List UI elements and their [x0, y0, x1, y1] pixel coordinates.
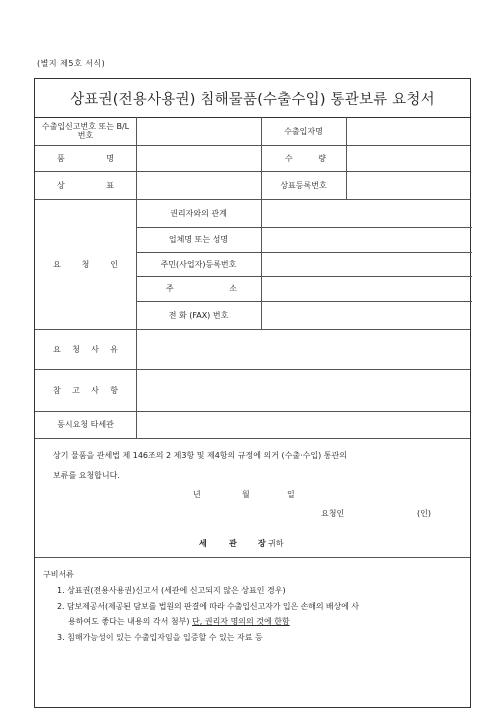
- trademark-field[interactable]: [138, 173, 259, 197]
- attachment-item-3: 3. 침해가능성이 있는 수출입자임을 입증할 수 있는 자료 등: [57, 633, 263, 642]
- label-char: 참: [53, 385, 61, 395]
- attachment-item-2-text: 용하여도 좋다는 내용의 각서 첨부): [68, 617, 190, 626]
- label-char: 사: [91, 385, 99, 395]
- attachments-heading: 구비서류: [43, 570, 74, 579]
- addressee-jang: 장: [258, 539, 266, 548]
- attachment-item-1: 1. 상표권(전용사용권)신고서 (세관에 신고되지 않은 상표인 경우): [57, 586, 286, 595]
- company-name-label: 업체명 또는 성명: [168, 235, 229, 244]
- label-char: 요: [53, 259, 61, 269]
- label-char: 사: [91, 344, 99, 354]
- label-char: 청: [72, 344, 80, 354]
- date-month: 월: [242, 490, 250, 499]
- other-customs-field[interactable]: [138, 413, 470, 436]
- declaration-line2: 보류를 요청합니다.: [53, 471, 120, 480]
- addressee-suffix: 귀하: [268, 539, 284, 548]
- label-char: 소: [229, 284, 237, 293]
- label-char: 주: [166, 284, 174, 293]
- phone-fax-label: 전 화 (FAX) 번호: [168, 310, 229, 320]
- date-year: 년: [193, 490, 201, 499]
- registration-number-label: 상표등록번호: [280, 180, 327, 190]
- decl-number-label: 수출입신고번호 또는 B/L 번호: [41, 122, 130, 140]
- divider: [346, 117, 347, 199]
- registration-id-label: 주민(사업자)등록번호: [160, 259, 237, 269]
- quantity-label: [261, 145, 346, 171]
- reference-field[interactable]: [138, 371, 470, 409]
- relationship-label: 권리자와의 관계: [170, 208, 227, 218]
- label-char: 항: [110, 385, 118, 395]
- registration-number-field[interactable]: [348, 173, 470, 197]
- exporter-field[interactable]: [348, 119, 470, 143]
- label-char: 청: [81, 259, 90, 269]
- registration-id-field[interactable]: [263, 254, 470, 274]
- label-char: 유: [110, 344, 118, 354]
- requester-label: [35, 199, 136, 329]
- addressee-se: 세: [199, 539, 207, 548]
- attachment-item-2: 2. 담보제공서(제공된 담보를 법원의 판결에 따라 수출입신고자가 입은 손해의 배상에 사: [57, 602, 359, 611]
- reason-label: [35, 329, 136, 369]
- label-char: 량: [318, 153, 326, 163]
- label-char: 품: [57, 153, 65, 163]
- form-number-label: (별지 제5호 서식): [37, 59, 106, 68]
- decl-number-field[interactable]: [138, 119, 259, 143]
- trademark-label: [35, 171, 136, 199]
- request-form: [34, 78, 471, 708]
- address-field[interactable]: [263, 278, 470, 299]
- attachment-item-2-note: 단, 권리자 명의의 것에 한함: [192, 617, 290, 626]
- label-char: 명: [106, 153, 114, 163]
- attachment-item-2-cont: [68, 616, 290, 627]
- label-char: 요: [53, 344, 61, 354]
- quantity-field[interactable]: [348, 147, 470, 169]
- addressee-gwan: 관: [229, 539, 237, 548]
- label-char: 인: [110, 259, 118, 269]
- title-row: [35, 79, 470, 118]
- exporter-label: 수출입자명: [284, 126, 323, 136]
- other-customs-label: 동시요청 타세관: [57, 420, 114, 429]
- divider: [261, 199, 262, 329]
- seal-mark: (인): [417, 509, 431, 518]
- declaration-line1: 상기 물품을 관세법 제 146조의 2 제3항 및 제4항의 규정에 의거 (수출·수입) 통관의: [53, 451, 347, 460]
- attachments-section: [35, 557, 470, 707]
- requester-signature-label: 요청인: [321, 509, 345, 518]
- label-char: 상: [57, 180, 65, 190]
- item-name-field[interactable]: [138, 147, 259, 169]
- company-name-field[interactable]: [263, 229, 470, 250]
- relationship-field[interactable]: [263, 201, 470, 225]
- label-char: 고: [72, 385, 80, 395]
- item-name-label: [35, 145, 136, 171]
- reason-field[interactable]: [138, 331, 470, 367]
- label-char: 수: [285, 153, 293, 163]
- reference-label: [35, 369, 136, 411]
- address-label: [136, 276, 261, 301]
- label-char: 표: [106, 180, 114, 190]
- phone-fax-field[interactable]: [263, 303, 470, 327]
- divider: [35, 438, 470, 439]
- form-title: 상표권(전용사용권) 침해물품(수출수입) 통관보류 요청서: [70, 91, 435, 108]
- date-day: 일: [287, 490, 295, 499]
